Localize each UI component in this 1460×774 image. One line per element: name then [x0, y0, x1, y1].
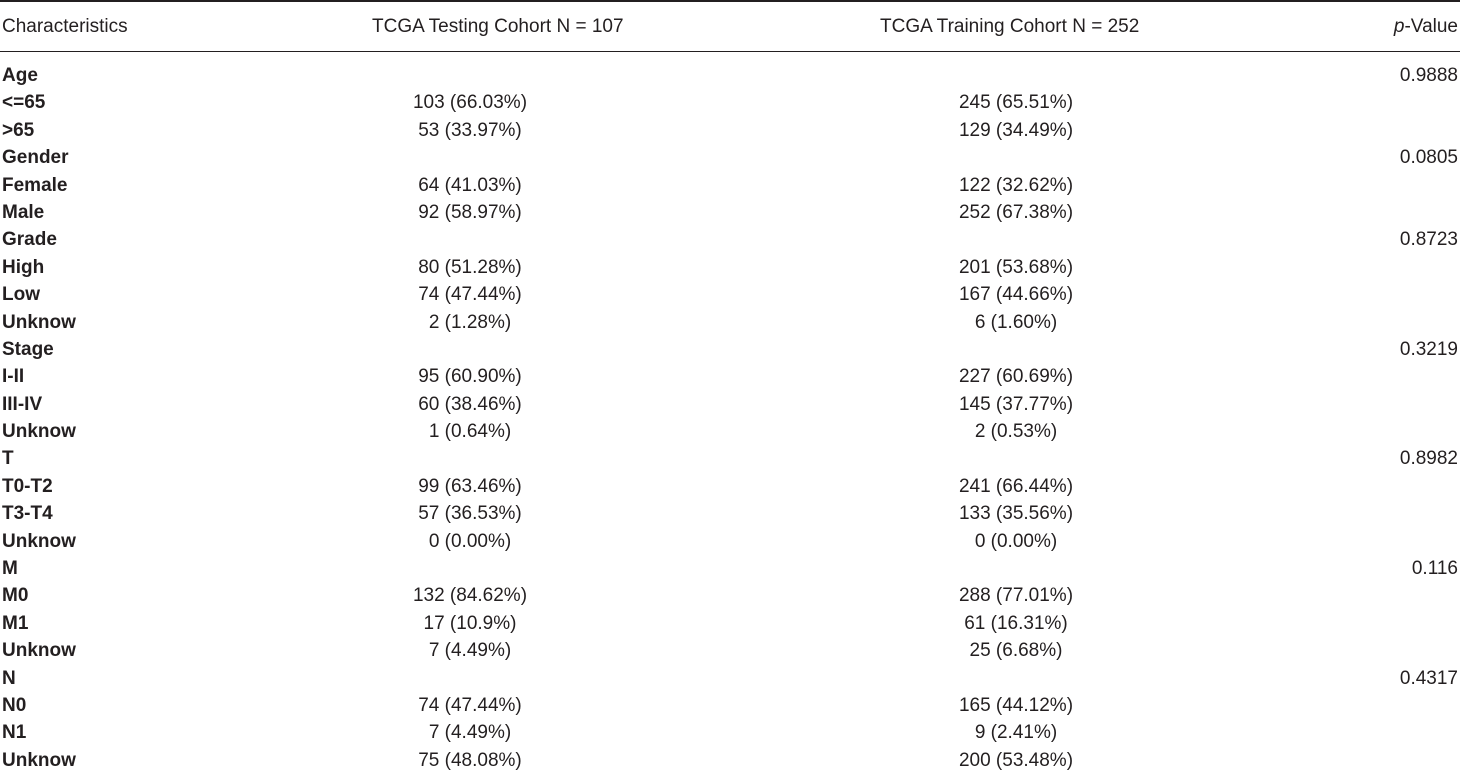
testing-cohort-cell: 64 (41.03%): [418, 174, 522, 196]
table-row: [0, 89, 1460, 116]
row-label: >65: [2, 119, 35, 141]
table-row: [0, 500, 1460, 527]
row-label: Gender: [2, 147, 69, 169]
table-row: [0, 692, 1460, 719]
row-label: Female: [2, 174, 68, 196]
training-cohort-cell: 288 (77.01%): [958, 585, 1074, 607]
row-label: M1: [2, 612, 29, 634]
table-row: [0, 363, 1460, 390]
testing-cohort-cell: 95 (60.90%): [418, 366, 522, 388]
row-label: Unknow: [2, 311, 76, 333]
training-cohort-cell: 122 (32.62%): [958, 174, 1074, 196]
row-label: Unknow: [2, 530, 76, 552]
testing-cohort-cell: 1 (0.64%): [428, 421, 512, 443]
row-label: Unknow: [2, 749, 76, 771]
training-cohort-cell: 25 (6.68%): [969, 640, 1063, 662]
p-value-cell: 0.3219: [1399, 338, 1458, 360]
testing-cohort-cell: 2 (1.28%): [428, 311, 512, 333]
table-row: [0, 254, 1460, 281]
table-row: [0, 473, 1460, 500]
testing-cohort-cell: 17 (10.9%): [423, 612, 517, 634]
row-label: T3-T4: [2, 503, 53, 525]
testing-cohort-cell: 74 (47.44%): [418, 694, 522, 716]
training-cohort-cell: 165 (44.12%): [958, 694, 1074, 716]
testing-cohort-cell: 132 (84.62%): [412, 585, 528, 607]
header-p-italic: p: [1393, 16, 1405, 37]
table-row: [0, 528, 1460, 555]
table-row: [0, 281, 1460, 308]
training-cohort-cell: 227 (60.69%): [958, 366, 1074, 388]
testing-cohort-cell: 7 (4.49%): [428, 722, 512, 744]
row-label: N0: [2, 694, 27, 716]
table-row: [0, 226, 1460, 253]
training-cohort-cell: 252 (67.38%): [958, 201, 1074, 223]
row-label: Stage: [2, 338, 54, 360]
training-cohort-cell: 9 (2.41%): [974, 722, 1058, 744]
row-label: III-IV: [2, 393, 43, 415]
training-cohort-cell: 0 (0.00%): [974, 530, 1058, 552]
row-label: High: [2, 256, 45, 278]
testing-cohort-cell: 0 (0.00%): [428, 530, 512, 552]
table-row: [0, 391, 1460, 418]
row-label: M0: [2, 585, 29, 607]
table-row: [0, 445, 1460, 472]
table-header-row: [0, 2, 1460, 51]
table-row: [0, 309, 1460, 336]
table-row: [0, 610, 1460, 637]
p-value-cell: 0.116: [1411, 558, 1458, 580]
testing-cohort-cell: 74 (47.44%): [418, 284, 522, 306]
table-row: [0, 719, 1460, 746]
testing-cohort-cell: 60 (38.46%): [418, 393, 522, 415]
header-training-cohort: TCGA Training Cohort N = 252: [880, 16, 1140, 37]
training-cohort-cell: 61 (16.31%): [964, 612, 1068, 634]
training-cohort-cell: 133 (35.56%): [958, 503, 1074, 525]
table-row: [0, 418, 1460, 445]
table-row: [0, 747, 1460, 774]
row-label: T0-T2: [2, 475, 53, 497]
testing-cohort-cell: 75 (48.08%): [418, 749, 522, 771]
table-row: [0, 637, 1460, 664]
training-cohort-cell: 167 (44.66%): [958, 284, 1074, 306]
table-row: [0, 117, 1460, 144]
row-label: N1: [2, 722, 27, 744]
table-row: [0, 555, 1460, 582]
p-value-cell: 0.0805: [1399, 147, 1458, 169]
table-row: [0, 144, 1460, 171]
testing-cohort-cell: 53 (33.97%): [418, 119, 522, 141]
training-cohort-cell: 129 (34.49%): [958, 119, 1074, 141]
row-label: I-II: [2, 366, 25, 388]
table-row: [0, 582, 1460, 609]
row-label: <=65: [2, 92, 46, 114]
p-value-cell: 0.4317: [1399, 667, 1458, 689]
table-row: [0, 172, 1460, 199]
row-label: Low: [2, 284, 40, 306]
row-label: N: [2, 667, 16, 689]
table-row: [0, 199, 1460, 226]
training-cohort-cell: 201 (53.68%): [958, 256, 1074, 278]
row-label: Age: [2, 65, 38, 86]
testing-cohort-cell: 7 (4.49%): [428, 640, 512, 662]
header-testing-cohort: TCGA Testing Cohort N = 107: [372, 16, 624, 37]
table-row: [0, 336, 1460, 363]
row-label: Grade: [2, 229, 57, 251]
table-row: [0, 665, 1460, 692]
training-cohort-cell: 200 (53.48%): [958, 749, 1074, 771]
p-value-cell: 0.8723: [1399, 229, 1458, 251]
header-characteristics: Characteristics: [2, 16, 128, 37]
row-label: M: [2, 558, 18, 580]
training-cohort-cell: 6 (1.60%): [974, 311, 1058, 333]
training-cohort-cell: 241 (66.44%): [958, 475, 1074, 497]
row-label: Unknow: [2, 640, 76, 662]
training-cohort-cell: 245 (65.51%): [958, 92, 1074, 114]
row-label: Unknow: [2, 421, 76, 443]
header-p-rest: -Value: [1404, 16, 1458, 37]
testing-cohort-cell: 92 (58.97%): [418, 201, 522, 223]
training-cohort-cell: 145 (37.77%): [958, 393, 1074, 415]
training-cohort-cell: 2 (0.53%): [974, 421, 1058, 443]
header-p-value: [1394, 2, 1458, 51]
testing-cohort-cell: 80 (51.28%): [418, 256, 522, 278]
row-label: Male: [2, 201, 45, 223]
table-body: [0, 62, 1460, 774]
testing-cohort-cell: 57 (36.53%): [418, 503, 522, 525]
testing-cohort-cell: 103 (66.03%): [412, 92, 528, 114]
p-value-cell: 0.8982: [1399, 448, 1458, 470]
testing-cohort-cell: 99 (63.46%): [418, 475, 522, 497]
table-row: [0, 62, 1460, 89]
row-label: T: [2, 448, 14, 470]
table-header-rule: [0, 51, 1460, 52]
p-value-cell: 0.9888: [1399, 65, 1458, 86]
